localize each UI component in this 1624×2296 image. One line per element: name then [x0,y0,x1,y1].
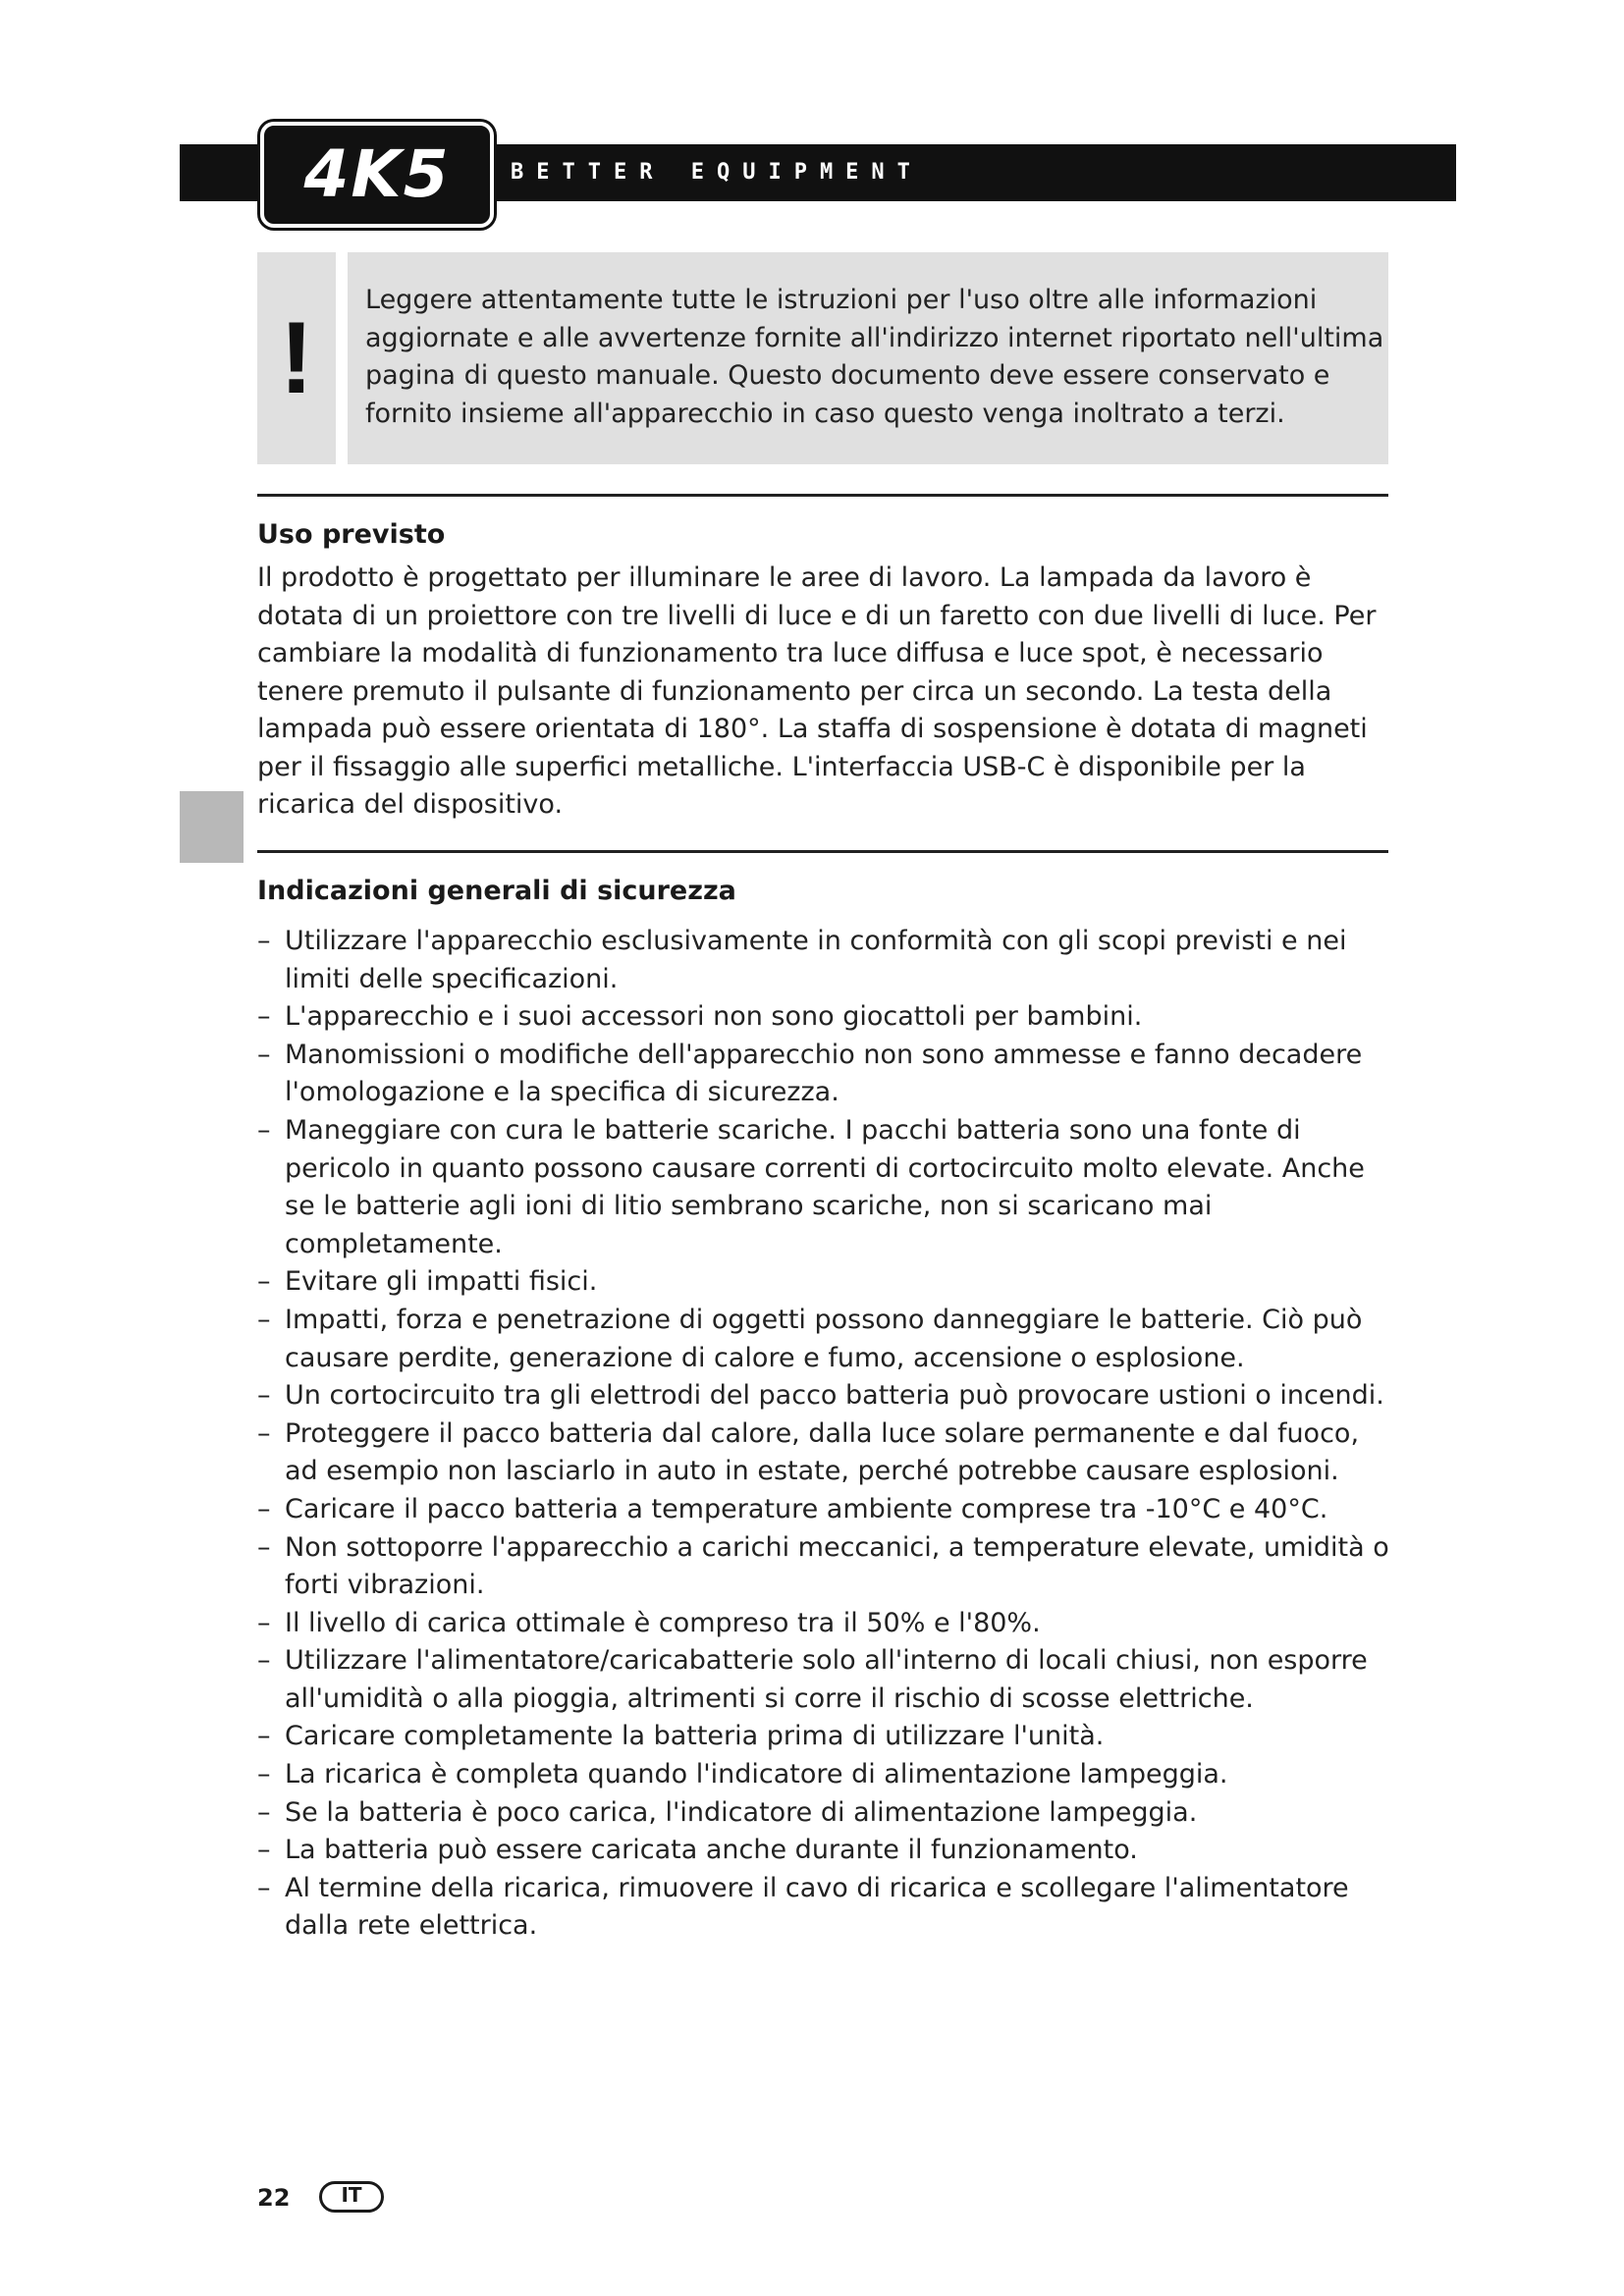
warning-icon: ! [257,252,336,464]
list-item: – Maneggiare con cura le batterie scariche. I pacchi batteria sono una fonte di pericolo in quanto possono causare correnti di cortocircuito molto elevate. Anche se le batterie agli ioni di litio sembrano scariche, non si scaricano mai completamente. [257,1112,1396,1263]
list-item: – L'apparecchio e i suoi accessori non sono giocattoli per bambini. [257,998,1396,1037]
list-item: – Caricare il pacco batteria a temperature ambiente comprese tra -10°C e 40°C. [257,1491,1396,1529]
list-item: – Proteggere il pacco batteria dal calore, dalla luce solare permanente e dal fuoco, ad esempio non lasciarlo in auto in estate, perché potrebbe causare esplosioni. [257,1415,1396,1491]
logo-text: 4K5 [303,136,451,212]
list-item: – La ricarica è completa quando l'indicatore di alimentazione lampeggia. [257,1756,1396,1794]
brand-logo [260,122,494,228]
section-divider [257,494,1388,497]
list-item: – Impatti, forza e penetrazione di oggetti possono danneggiare le batterie. Ciò può causare perdite, generazione di calore e fumo, accensione o esplosione. [257,1302,1396,1377]
intended-use-heading: Uso previsto [257,519,446,550]
list-item: – Un cortocircuito tra gli elettrodi del pacco batteria può provocare ustioni o incendi. [257,1377,1396,1415]
tagline: BETTER EQUIPMENT [511,160,923,185]
list-item: – Se la batteria è poco carica, l'indicatore di alimentazione lampeggia. [257,1794,1396,1833]
list-item: – Il livello di carica ottimale è compreso tra il 50% e l'80%. [257,1605,1396,1643]
notice-box [348,252,1388,464]
list-item: – Utilizzare l'alimentatore/caricabatterie solo all'interno di locali chiusi, non esporre all'umidità o alla pioggia, altrimenti si corre il rischio di scosse elettriche. [257,1642,1396,1718]
notice-text: Leggere attentamente tutte le istruzioni per l'uso oltre alle informazioni aggiornate e alle avvertenze fornite all'indirizzo internet riportato nell'ultima pagina di questo manuale. Questo documento deve essere conservato e fornito insieme all'apparecchio in caso questo venga inoltrato a terzi. [365,285,1384,429]
safety-heading: Indicazioni generali di sicurezza [257,876,736,906]
side-tab-marker [180,791,244,863]
list-item: – Manomissioni o modifiche dell'apparecchio non sono ammesse e fanno decadere l'omologazione e la specifica di sicurezza. [257,1037,1396,1112]
list-item: – Utilizzare l'apparecchio esclusivamente in conformità con gli scopi previsti e nei limiti delle specificazioni. [257,923,1396,998]
list-item: – Al termine della ricarica, rimuovere il cavo di ricarica e scollegare l'alimentatore dalla rete elettrica. [257,1870,1396,1946]
list-item: – Non sottoporre l'apparecchio a carichi meccanici, a temperature elevate, umidità o forti vibrazioni. [257,1529,1396,1605]
page-number: 22 [257,2184,291,2212]
section-divider [257,850,1388,853]
list-item: – Evitare gli impatti fisici. [257,1263,1396,1302]
intended-use-text: Il prodotto è progettato per illuminare le aree di lavoro. La lampada da lavoro è dotata di un proiettore con tre livelli di luce e di un faretto con due livelli di luce. Per cambiare la modalità di funzionamento tra luce diffusa e luce spot, è necessario tenere premuto il pulsante di funzionamento per circa un secondo. La testa della lampada può essere orientata di 180°. La staffa di sospensione è dotata di magneti per il fissaggio alle superfici metalliche. L'interfaccia USB-C è disponibile per la ricarica del dispositivo. [257,562,1377,820]
list-item: – La batteria può essere caricata anche durante il funzionamento. [257,1832,1396,1870]
safety-list [257,923,1396,1946]
language-badge: IT [319,2181,384,2213]
list-item: – Caricare completamente la batteria prima di utilizzare l'unità. [257,1718,1396,1756]
